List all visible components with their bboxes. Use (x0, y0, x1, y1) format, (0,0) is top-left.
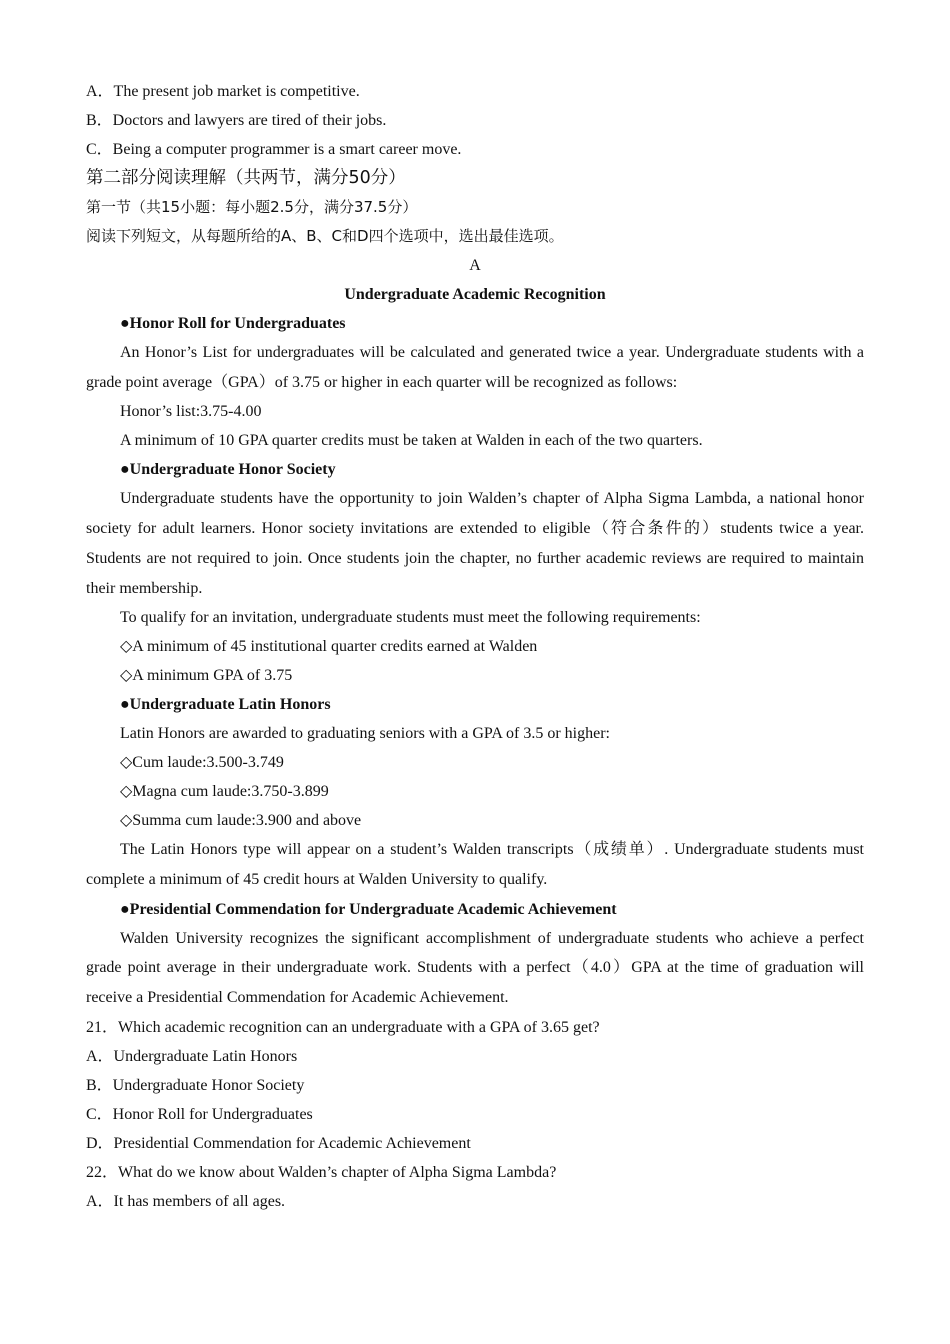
latin-honors-summa: ◇Summa cum laude:3.900 and above (120, 812, 362, 830)
instructions: 阅读下列短文，从每题所给的A、B、C和D四个选项中，选出最佳选项。 (86, 227, 564, 245)
prev-option-a: A．The present job market is competitive. (86, 83, 360, 100)
honor-roll-paragraph: An Honor’s List for undergraduates will be calculated and generated twice a year. Undergraduate students with a grade point average（GPA）of 3.75 or higher in each quarter will be recognized as follows: (86, 344, 864, 391)
honor-roll-minimum: A minimum of 10 GPA quarter credits must be taken at Walden in each of the two quarters. (120, 432, 703, 450)
presidential-heading: ●Presidential Commendation for Undergraduate Academic Achievement (120, 900, 617, 918)
honor-society-heading: ●Undergraduate Honor Society (120, 461, 336, 479)
latin-honors-paragraph: The Latin Honors type will appear on a student’s Walden transcripts（成绩单）. Undergraduate students must complete a minimum of 45 credit hours at Walden University to qualify. (86, 841, 864, 888)
honor-society-paragraph: Undergraduate students have the opportunity to join Walden’s chapter of Alpha Sigma Lambda, a national honor society for adult learners. Honor society invitations are extended to eligible（符合条件的）students twice a year. Students are not required to join. Once students join the chapter, no further academic reviews are required to maintain their membership. (86, 490, 864, 597)
prev-option-c: C．Being a computer programmer is a smart career move. (86, 141, 462, 158)
question-21-option-d: D．Presidential Commendation for Academic Achievement (86, 1134, 471, 1152)
question-21-option-a: A．Undergraduate Latin Honors (86, 1047, 298, 1065)
latin-honors-heading: ●Undergraduate Latin Honors (120, 696, 331, 714)
latin-honors-magna: ◇Magna cum laude:3.750-3.899 (120, 783, 329, 801)
honor-roll-heading: ●Honor Roll for Undergraduates (120, 315, 346, 332)
question-21-option-c: C．Honor Roll for Undergraduates (86, 1105, 313, 1123)
prev-option-b: B．Doctors and lawyers are tired of their jobs. (86, 112, 387, 129)
passage-letter: A (469, 257, 481, 274)
passage-title: Undergraduate Academic Recognition (344, 286, 606, 303)
part-heading: 第二部分阅读理解（共两节，满分50分） (86, 168, 406, 188)
question-22-stem: 22．What do we know about Walden’s chapter of Alpha Sigma Lambda? (86, 1163, 557, 1181)
question-21-stem: 21．Which academic recognition can an undergraduate with a GPA of 3.65 get? (86, 1018, 600, 1036)
latin-honors-intro: Latin Honors are awarded to graduating seniors with a GPA of 3.5 or higher: (120, 725, 610, 743)
honor-roll-list: Honor’s list:3.75-4.00 (120, 403, 262, 421)
latin-honors-cum: ◇Cum laude:3.500-3.749 (120, 754, 284, 772)
honor-society-req-credits: ◇A minimum of 45 institutional quarter credits earned at Walden (120, 638, 538, 656)
document-page (86, 77, 864, 1216)
question-21-option-b: B．Undergraduate Honor Society (86, 1076, 305, 1094)
honor-society-req-gpa: ◇A minimum GPA of 3.75 (120, 667, 293, 685)
section-heading: 第一节（共15小题：每小题2.5分，满分37.5分） (86, 198, 418, 216)
presidential-paragraph: Walden University recognizes the significant accomplishment of undergraduate students who achieve a perfect grade point average in their undergraduate work. Students with a perfect（4.0）GPA at the time of graduation will receive a Presidential Commendation for Academic Achievement. (86, 929, 864, 1007)
question-22-option-a: A．It has members of all ages. (86, 1192, 286, 1210)
honor-society-qualify: To qualify for an invitation, undergraduate students must meet the following requirements: (120, 609, 701, 627)
